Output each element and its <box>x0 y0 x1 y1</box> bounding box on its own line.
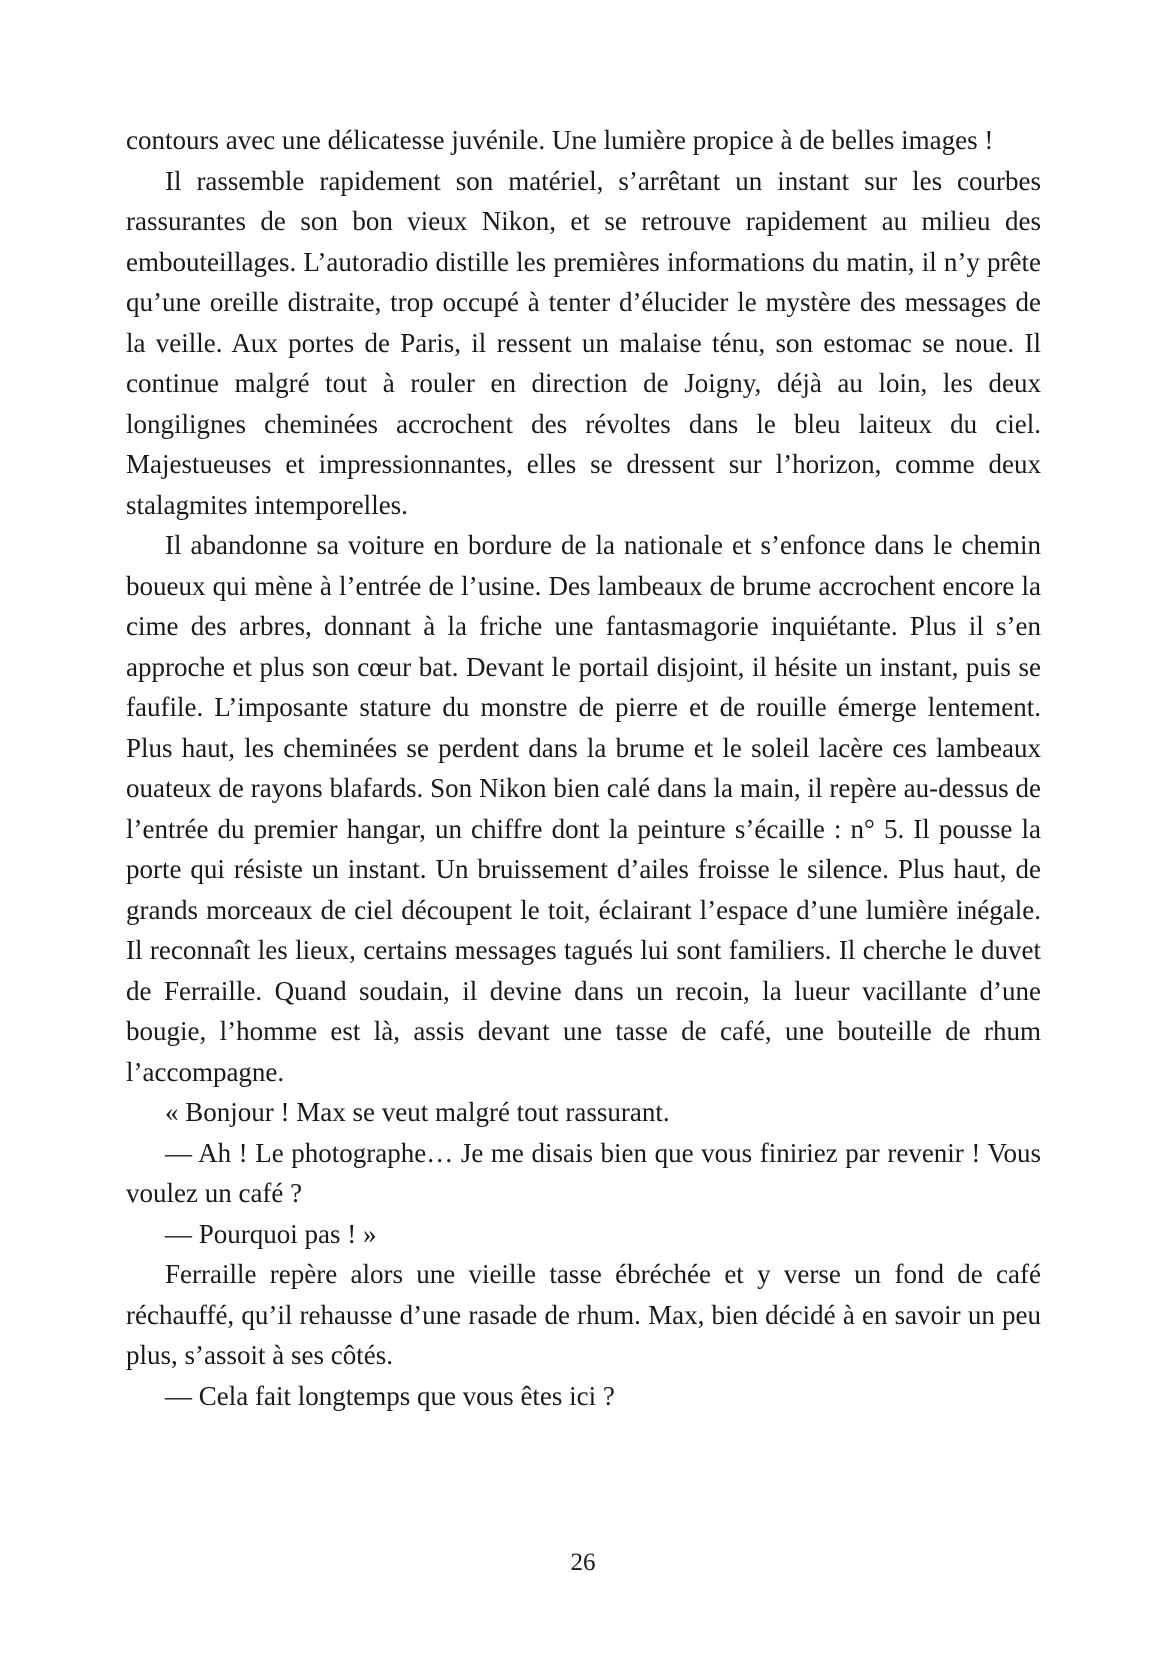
page-number: 26 <box>570 1549 596 1576</box>
dialogue-line-1: « Bonjour ! Max se veut malgré tout rassurant. <box>165 1097 670 1127</box>
dialogue-line-2: — Ah ! Le photographe… Je me disais bien que vous finiriez par revenir ! Vous voulez un café ? <box>126 1137 1041 1208</box>
paragraph-3: Il abandonne sa voiture en bordure de la nationale et s’enfonce dans le chemin boueux qui mène à l’entrée de l’usine. Des lambeaux de brume accrochent encore la cime des arbres, donnant à la friche une fantasmagorie inquiétante. Plus il s’en approche et plus son cœur bat. Devant le portail disjoint, il hésite un instant, puis se faufile. L’imposante stature du monstre de pierre et de rouille émerge lentement. Plus haut, les cheminées se perdent dans la brume et le soleil lacère ces lambeaux ouateux de rayons blafards. Son Nikon bien calé dans la main, il repère au-dessus de l’entrée du premier hangar, un chiffre dont la peinture s’écaille : n° 5. Il pousse la porte qui résiste un instant. Un bruissement d’ailes froisse le silence. Plus haut, de grands morceaux de ciel découpent le toit, éclairant l’espace d’une lumière inégale. Il reconnaît les lieux, certains messages tagués lui sont familiers. Il cherche le duvet de Ferraille. Quand soudain, il devine dans un recoin, la lueur vacillante d’une bougie, l’homme est là, assis devant une tasse de café, une bouteille de rhum l’accompagne. <box>126 530 1041 1087</box>
dialogue-line-3: — Pourquoi pas ! » <box>165 1218 377 1249</box>
paragraph-2: Il rassemble rapidement son matériel, s’arrêtant un instant sur les courbes rassurantes de son bon vieux Nikon, et se retrouve rapidement au milieu des embouteillages. L’autoradio distille les premières informations du matin, il n’y prête qu’une oreille distraite, trop occupé à tenter d’élucider le mystère des messages de la veille. Aux portes de Paris, il ressent un malaise ténu, son estomac se noue. Il continue malgré tout à rouler en direction de Joigny, déjà au loin, les deux longilignes cheminées accrochent des révoltes dans le bleu laiteux du ciel. Majestueuses et impressionnantes, elles se dressent sur l’horizon, comme deux stalagmites intemporelles. <box>126 165 1041 520</box>
paragraph-1: contours avec une délicatesse juvénile. Une lumière propice à de belles images ! <box>126 125 994 155</box>
paragraph-4: Ferraille repère alors une vieille tasse ébréchée et y verse un fond de café réchauffé, qu’il rehausse d’une rasade de rhum. Max, bien décidé à en savoir un peu plus, s’assoit à ses côtés. <box>126 1259 1041 1370</box>
page-body <box>126 120 1041 1416</box>
dialogue-line-4: — Cela fait longtemps que vous êtes ici ? <box>165 1380 615 1411</box>
